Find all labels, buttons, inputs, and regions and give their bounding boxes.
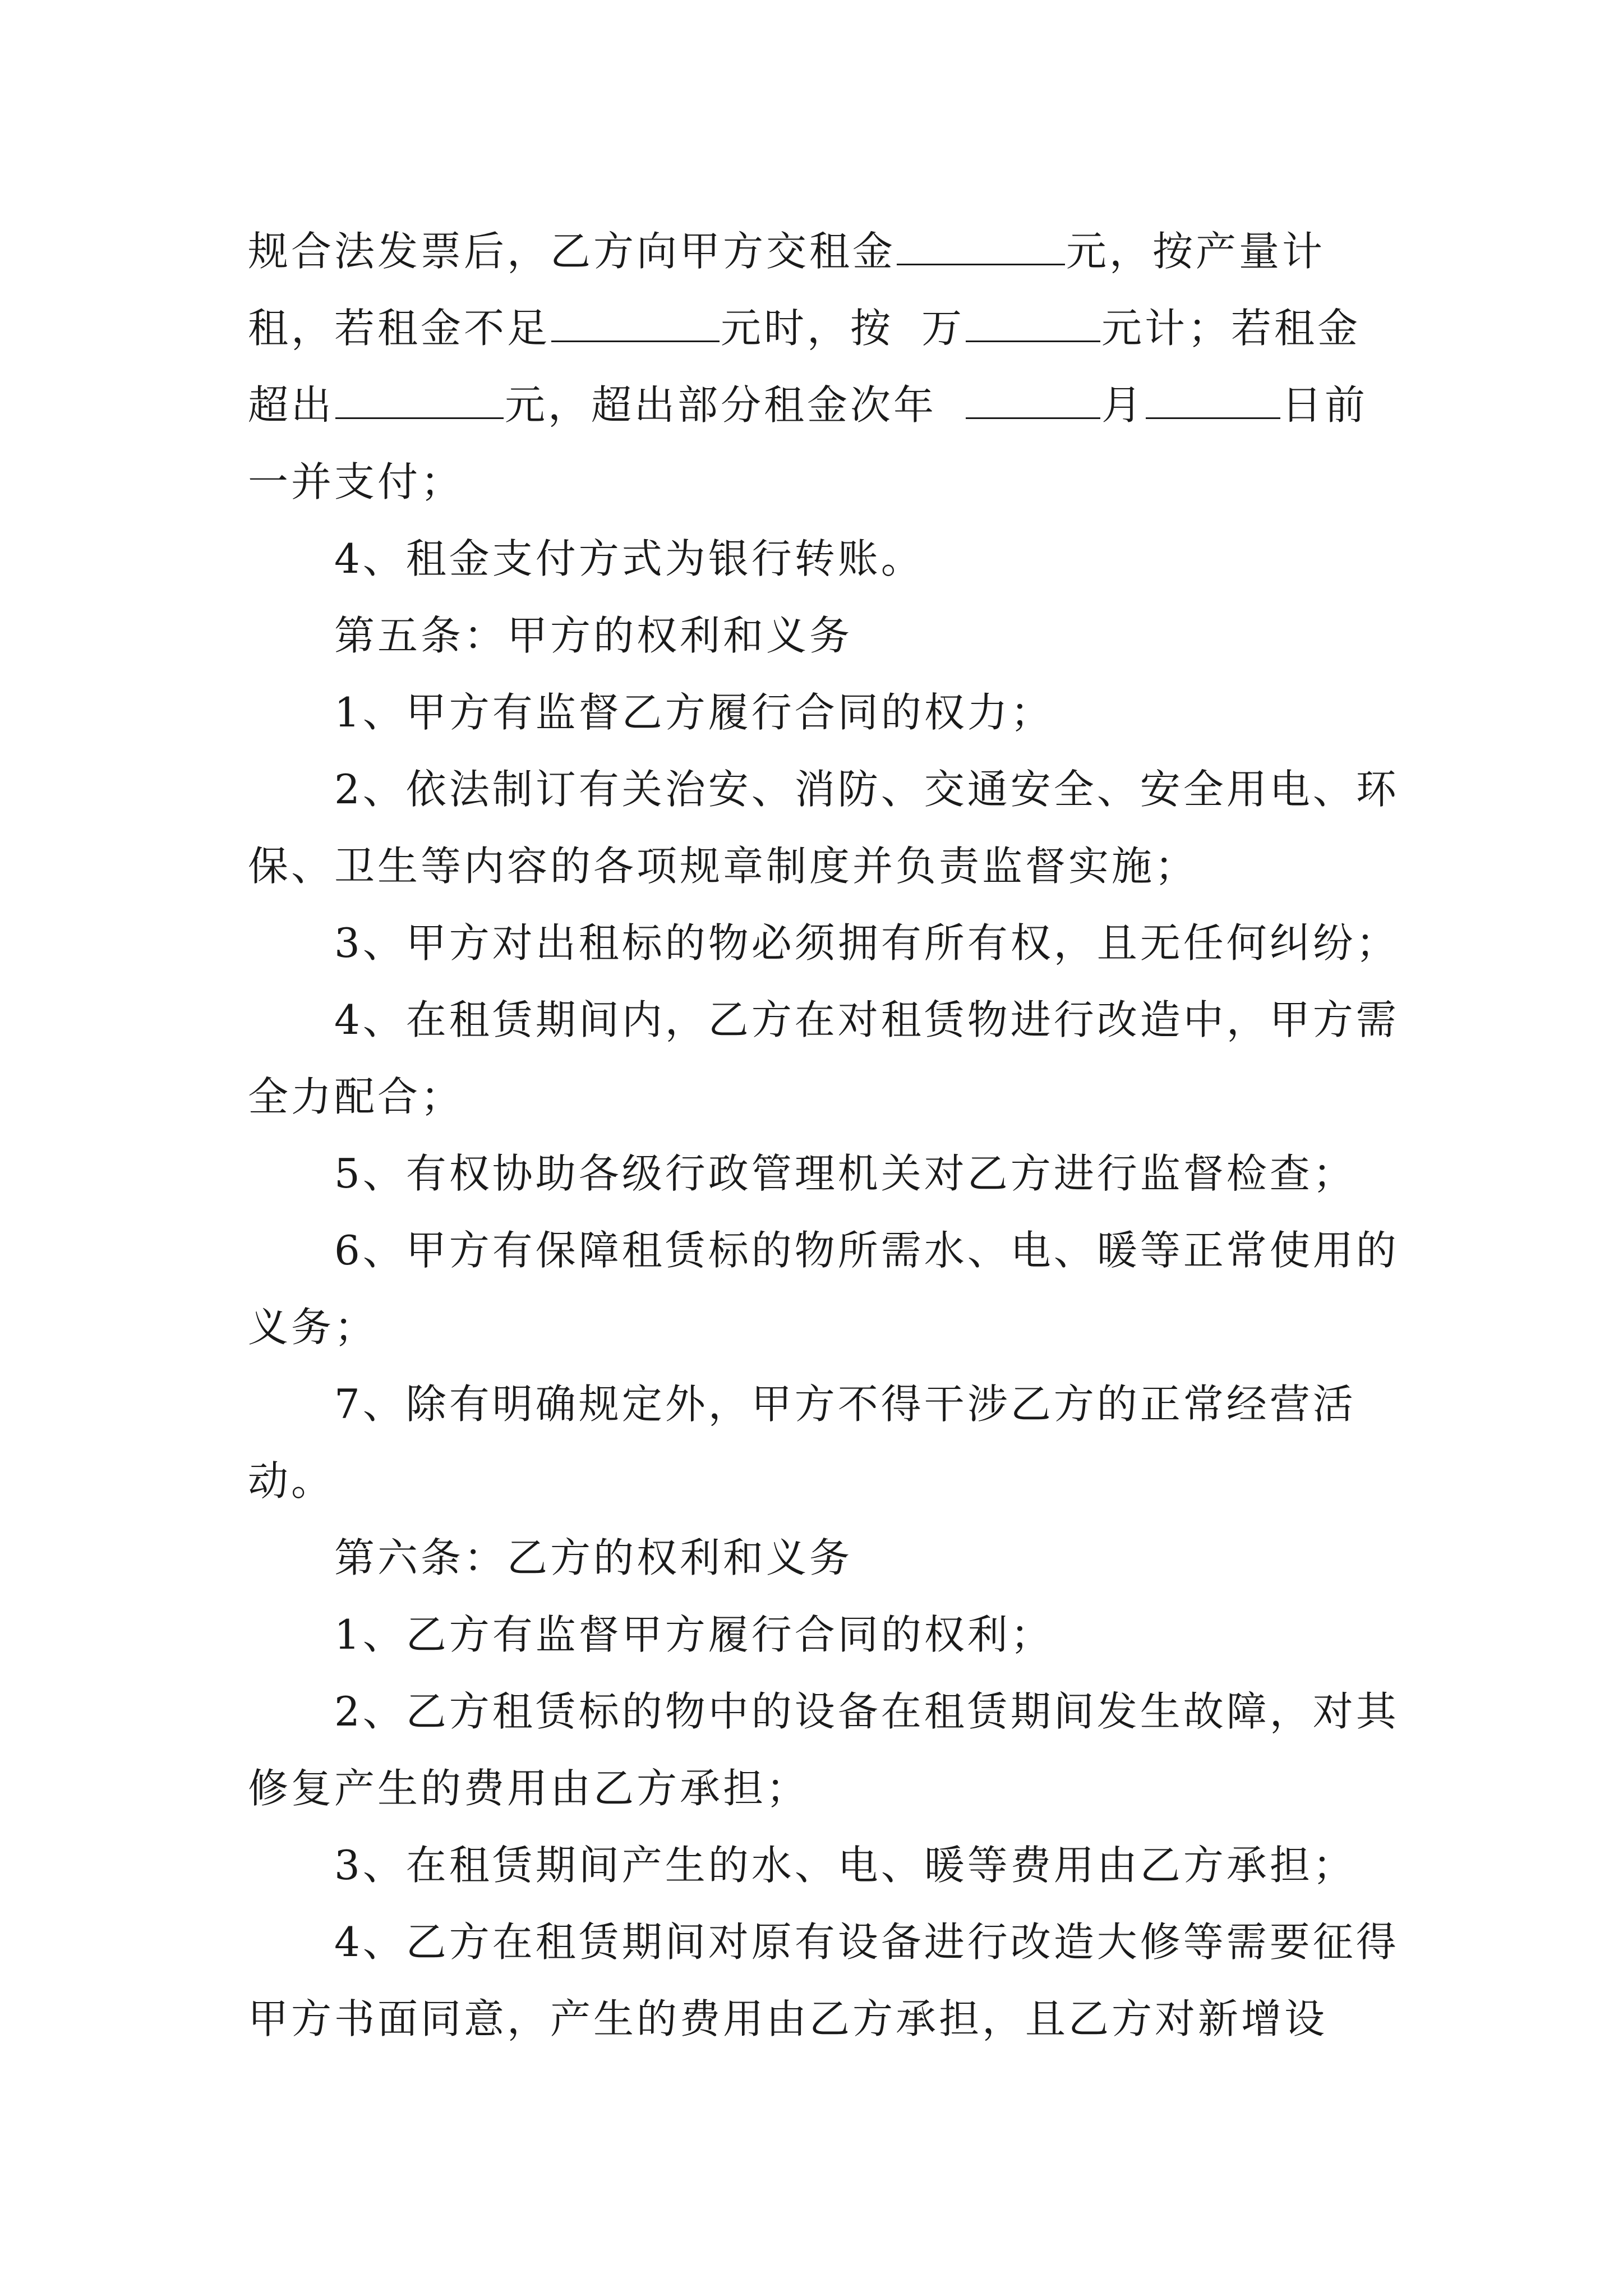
rent-clause-text-6: 元，超出部分租金次年 (505, 381, 937, 429)
section-heading-article-6: 第六条：乙方的权利和义务 (334, 1534, 853, 1581)
rent-clause-text-1: 规合法发票后，乙方向甲方交租金 (248, 228, 896, 275)
paragraph: 2、乙方租赁标的物中的设备在租赁期间发生故障，对其修复产生的费用由乙方承担； (248, 1688, 1399, 1812)
rent-amount-blank (897, 227, 1065, 265)
paragraph: 1、乙方有监督甲方履行合同的权利； (334, 1611, 1054, 1658)
rent-clause-text-8: 日前一并支付； (248, 381, 1368, 505)
paragraph: 3、在租赁期间产生的水、电、暖等费用由乙方承担； (334, 1842, 1356, 1889)
paragraph: 4、租金支付方式为银行转账。 (334, 535, 924, 582)
payment-day-blank (1146, 380, 1280, 419)
rent-excess-blank (335, 380, 504, 419)
rent-payment-clause (248, 213, 1403, 521)
document-body (248, 213, 1403, 2058)
paragraph: 3、甲方对出租标的物必须拥有所有权，且无任何纠纷； (334, 919, 1399, 967)
rent-clause-text-4: 万 (921, 305, 965, 352)
rent-minimum-blank (551, 303, 720, 342)
paragraph: 5、有权协助各级行政管理机关对乙方进行监督检查； (334, 1150, 1356, 1197)
paragraph: 2、依法制订有关治安、消防、交通安全、安全用电、环保、卫生等内容的各项规章制度并负责监督实施； (248, 766, 1399, 890)
rent-clause-text-5: 元计；若租金超出 (248, 305, 1361, 429)
rent-clause-text-2: 元，按产量计租，若租金不足 (248, 228, 1326, 352)
paragraph: 1、甲方有监督乙方履行合同的权力； (334, 689, 1054, 736)
rent-rate-blank (966, 303, 1100, 342)
payment-month-blank (966, 380, 1100, 419)
paragraph: 7、除有明确规定外，甲方不得干涉乙方的正常经营活动。 (248, 1381, 1356, 1504)
rent-clause-text-3: 元时，按 (721, 305, 894, 352)
paragraph: 4、乙方在租赁期间对原有设备进行改造大修等需要征得甲方书面同意，产生的费用由乙方承担，且乙方对新增设 (248, 1918, 1399, 2042)
paragraph: 4、在租赁期间内，乙方在对租赁物进行改造中，甲方需全力配合； (248, 996, 1399, 1120)
rent-clause-text-7: 月 (1101, 381, 1145, 429)
paragraph: 6、甲方有保障租赁标的物所需水、电、暖等正常使用的义务； (248, 1227, 1399, 1351)
section-heading-article-5: 第五条：甲方的权利和义务 (334, 612, 853, 659)
